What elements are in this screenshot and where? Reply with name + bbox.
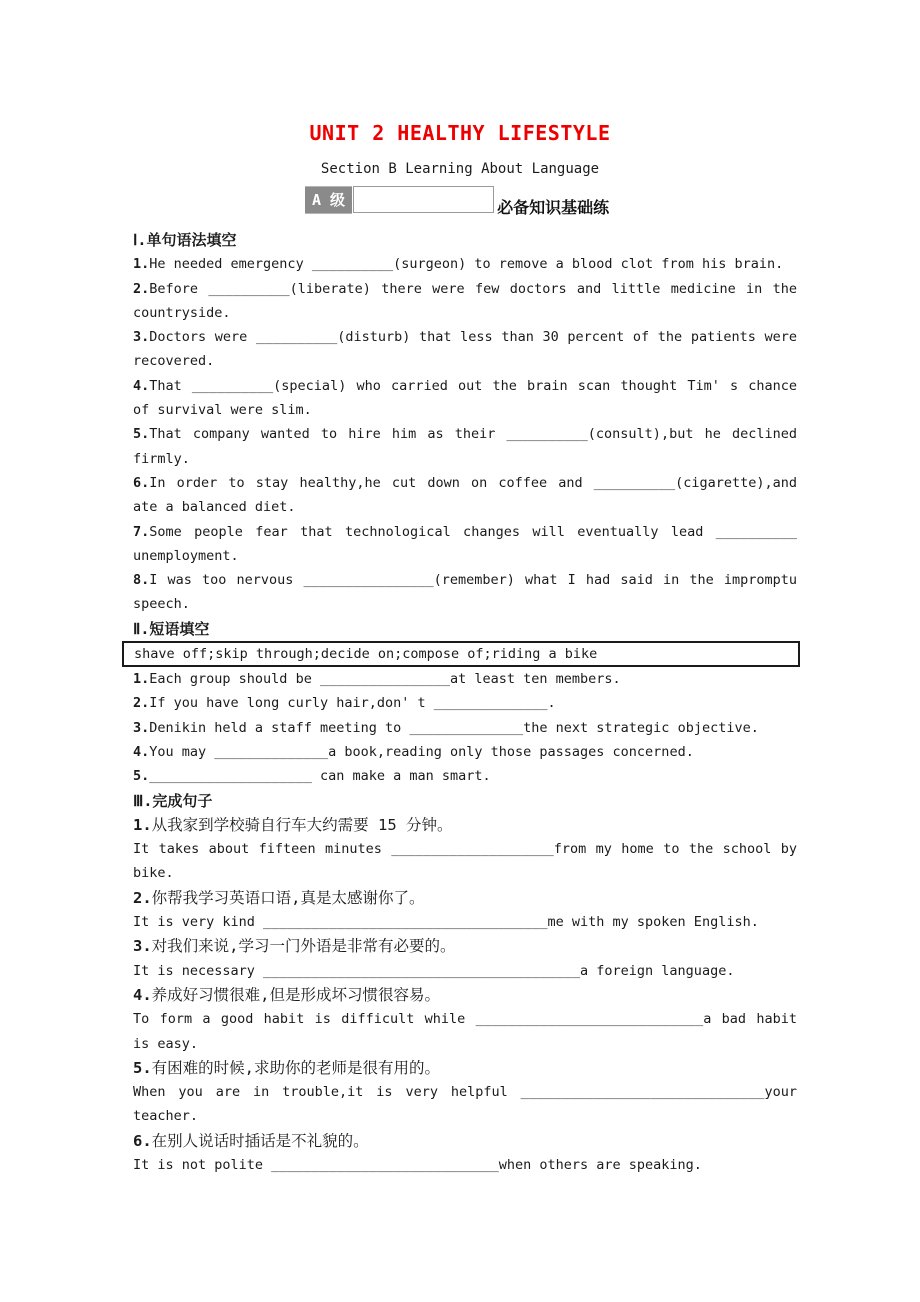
worksheet-content xyxy=(133,228,797,1177)
item-text: Before __________(liberate) there were few doctors and little medicine in the countryside. xyxy=(133,280,797,321)
english-sentence: To form a good habit is difficult while ____________________________a bad habit is easy. xyxy=(133,1011,797,1052)
section3-item-5-chinese xyxy=(133,1056,797,1080)
item-text: That company wanted to hire him as their __________(consult),but he declined firmly. xyxy=(133,426,797,467)
item-number: 5. xyxy=(133,426,150,443)
section3-item-1-english xyxy=(133,837,797,886)
chinese-prompt: 在别人说话时插话是不礼貌的。 xyxy=(151,1131,369,1150)
section3-item-4-chinese xyxy=(133,983,797,1007)
item-number: 1. xyxy=(133,815,152,834)
level-empty-box xyxy=(353,186,494,213)
section1-item-7 xyxy=(133,520,797,569)
item-number: 6. xyxy=(133,1131,152,1150)
chinese-prompt: 你帮我学习英语口语,真是太感谢你了。 xyxy=(151,888,425,907)
item-number: 7. xyxy=(133,523,150,540)
item-number: 8. xyxy=(133,572,150,589)
level-row xyxy=(305,186,920,216)
item-number: 1. xyxy=(133,671,150,688)
section-subtitle: Section B Learning About Language xyxy=(320,161,600,177)
item-number: 2. xyxy=(133,695,150,712)
section3-item-6-english xyxy=(133,1153,797,1177)
page-title: UNIT 2 HEALTHY LIFESTYLE xyxy=(309,121,611,145)
section3-item-2-chinese xyxy=(133,886,797,910)
item-number: 1. xyxy=(133,256,150,273)
section2-item-2 xyxy=(133,691,797,715)
level-caption: 必备知识基础练 xyxy=(497,198,610,217)
level-badge: A 级 xyxy=(305,186,352,214)
english-sentence: When you are in trouble,it is very helpful ______________________________your teacher. xyxy=(133,1084,797,1125)
section3-item-3-chinese xyxy=(133,934,797,958)
item-text: I was too nervous ________________(remember) what I had said in the impromptu speech. xyxy=(133,572,797,613)
section2-item-3 xyxy=(133,716,797,740)
section1-item-5 xyxy=(133,422,797,471)
word-bank-box: shave off;skip through;decide on;compose of;riding a bike xyxy=(122,641,800,667)
item-number: 4. xyxy=(133,377,150,394)
section2-item-1 xyxy=(133,667,797,691)
section3-item-1-chinese xyxy=(133,813,797,837)
section3-item-4-english xyxy=(133,1007,797,1056)
section1-item-8 xyxy=(133,568,797,617)
item-number: 5. xyxy=(133,1058,152,1077)
section3-heading: Ⅲ.完成句子 xyxy=(133,791,213,810)
section3-item-2-english xyxy=(133,910,797,934)
english-sentence: It is very kind ___________________________________me with my spoken English. xyxy=(133,914,759,931)
section1-item-6 xyxy=(133,471,797,520)
item-number: 5. xyxy=(133,768,150,785)
english-sentence: It is not polite ____________________________when others are speaking. xyxy=(133,1156,702,1173)
chinese-prompt: 有困难的时候,求助你的老师是很有用的。 xyxy=(151,1058,441,1077)
section1-item-4 xyxy=(133,374,797,423)
item-number: 3. xyxy=(133,937,152,956)
item-number: 3. xyxy=(133,719,150,736)
chinese-prompt: 从我家到学校骑自行车大约需要 15 分钟。 xyxy=(151,815,453,834)
section3-item-3-english xyxy=(133,959,797,983)
section1-heading: Ⅰ.单句语法填空 xyxy=(133,231,237,249)
item-number: 4. xyxy=(133,743,150,760)
item-text: That __________(special) who carried out the brain scan thought Tim' s chance of survival were slim. xyxy=(133,377,797,419)
item-number: 4. xyxy=(133,985,152,1004)
item-text: He needed emergency __________(surgeon) to remove a blood clot from his brain. xyxy=(149,256,784,273)
section1-item-3 xyxy=(133,325,797,374)
item-text: Some people fear that technological changes will eventually lead __________ unemployment. xyxy=(133,523,797,564)
section3-item-5-english xyxy=(133,1080,797,1129)
section1-item-2 xyxy=(133,277,797,326)
section2-item-4 xyxy=(133,740,797,764)
item-text: If you have long curly hair,don' t ______________. xyxy=(149,695,556,712)
item-text: Doctors were __________(disturb) that less than 30 percent of the patients were recovered. xyxy=(133,329,797,370)
english-sentence: It is necessary _______________________________________a foreign language. xyxy=(133,962,735,979)
item-number: 3. xyxy=(133,329,150,346)
item-number: 2. xyxy=(133,888,152,907)
item-text: In order to stay healthy,he cut down on coffee and __________(cigarette),and ate a balanced diet. xyxy=(133,474,797,516)
item-text: Denikin held a staff meeting to ______________the next strategic objective. xyxy=(149,719,759,736)
chinese-prompt: 对我们来说,学习一门外语是非常有必要的。 xyxy=(151,937,456,956)
item-text: Each group should be ________________at least ten members. xyxy=(149,671,621,688)
section2-item-5 xyxy=(133,764,797,788)
item-number: 6. xyxy=(133,474,150,491)
item-text: ____________________ can make a man smart. xyxy=(149,768,491,785)
item-number: 2. xyxy=(133,280,150,297)
section3-item-6-chinese xyxy=(133,1129,797,1153)
item-text: You may ______________a book,reading only those passages concerned. xyxy=(149,743,694,760)
section2-heading: Ⅱ.短语填空 xyxy=(133,619,210,638)
chinese-prompt: 养成好习惯很难,但是形成坏习惯很容易。 xyxy=(151,985,441,1004)
english-sentence: It takes about fifteen minutes ____________________from my home to the school by bike. xyxy=(133,841,797,882)
section1-item-1 xyxy=(133,252,797,276)
